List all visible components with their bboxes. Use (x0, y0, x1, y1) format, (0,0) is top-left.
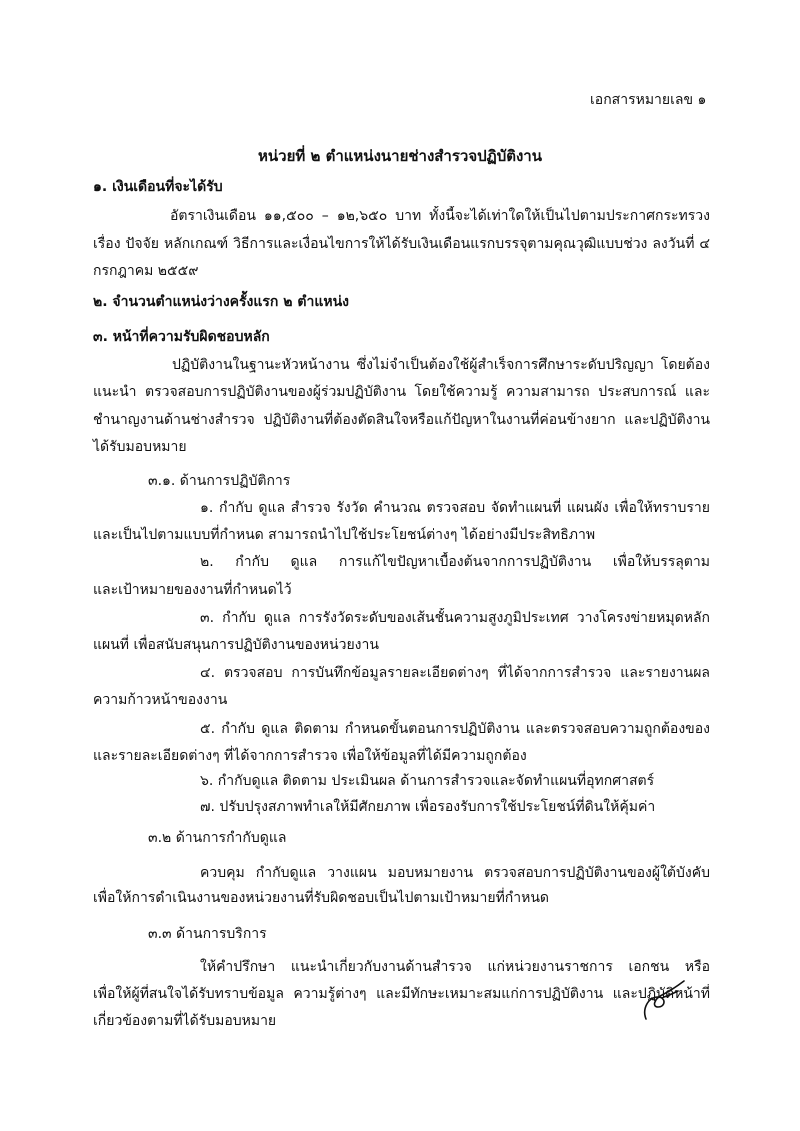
subsection-3-3-heading: ๓.๓ ด้านการบริการ (148, 926, 267, 942)
subsection-3-1-heading: ๓.๑. ด้านการปฏิบัติการ (148, 473, 291, 489)
signature-initials (640, 975, 690, 1025)
paragraph-line: เพื่อให้ผู้ที่สนใจได้รับทราบข้อมูล ความรู้ต่างๆ และมีทักษะเหมาะสมแก่การปฏิบัติงาน และปฏิบัติหน้าที่ (93, 986, 710, 1002)
paragraph-line: ให้คำปรึกษา แนะนำเกี่ยวกับงานด้านสำรวจ แก่หน่วยงานราชการ เอกชน หรือ (200, 959, 710, 975)
paragraph-line: เพื่อให้การดำเนินงานของหน่วยงานที่รับผิดชอบเป็นไปตามเป้าหมายที่กำหนด (93, 890, 550, 906)
paragraph-line: เรื่อง ปัจจัย หลักเกณฑ์ วิธีการและเงื่อนไขการให้ได้รับเงินเดือนแรกบรรจุตามคุณวุฒิแบบช่วง ลงวันที่ ๔ (93, 236, 710, 252)
list-item-line: และเป็นไปตามแบบที่กำหนด สามารถนำไปใช้ประโยชน์ต่างๆ ได้อย่างมีประสิทธิภาพ (93, 527, 596, 543)
paragraph-line: ปฏิบัติงานในฐานะหัวหน้างาน ซึ่งไม่จำเป็นต้องใช้ผู้สำเร็จการศึกษาระดับปริญญา โดยต้อง (172, 357, 710, 373)
paragraph-line: ควบคุม กำกับดูแล วางแผน มอบหมายงาน ตรวจสอบการปฏิบัติงานของผู้ใต้บังคับ (200, 865, 710, 881)
subsection-3-2-heading: ๓.๒ ด้านการกำกับดูแล (148, 830, 287, 846)
section1-heading: ๑. เงินเดือนที่จะได้รับ (93, 179, 223, 195)
list-item-line: ๗. ปรับปรุงสภาพทำเลให้มีศักยภาพ เพื่อรองรับการใช้ประโยชน์ที่ดินให้คุ้มค่า (200, 799, 656, 815)
paragraph-line: แนะนำ ตรวจสอบการปฏิบัติงานของผู้ร่วมปฏิบัติงาน โดยใช้ความรู้ ความสามารถ ประสบการณ์ และ (93, 384, 710, 400)
list-item-line: ความก้าวหน้าของงาน (93, 692, 228, 708)
list-item-line: ๓. กำกับ ดูแล การรังวัดระดับของเส้นชั้นความสูงภูมิประเทศ วางโครงข่ายหมุดหลัก (200, 610, 710, 626)
list-item-line: และรายละเอียดต่างๆ ที่ได้จากการสำรวจ เพื่อให้ข้อมูลที่ได้มีความถูกต้อง (93, 748, 527, 764)
list-item-line: ๔. ตรวจสอบ การบันทึกข้อมูลรายละเอียดต่างๆ ที่ได้จากการสำรวจ และรายงานผล (200, 665, 710, 681)
paragraph-line: กรกฎาคม ๒๕๕๙ (93, 263, 199, 279)
list-item-line: ๕. กำกับ ดูแล ติดตาม กำหนดขั้นตอนการปฏิบัติงาน และตรวจสอบความถูกต้องของ (200, 721, 710, 737)
list-item-line: แผนที่ เพื่อสนับสนุนการปฏิบัติงานของหน่วยงาน (93, 637, 379, 653)
section3-heading: ๓. หน้าที่ความรับผิดชอบหลัก (93, 329, 270, 345)
paragraph-line: เกี่ยวข้องตามที่ได้รับมอบหมาย (93, 1013, 277, 1029)
paragraph-line: อัตราเงินเดือน ๑๑,๕๐๐ – ๑๒,๖๕๐ บาท ทั้งนี้จะได้เท่าใดให้เป็นไปตามประกาศกระทรวง (170, 208, 710, 224)
document-number: เอกสารหมายเลข ๑ (590, 92, 707, 108)
list-item-line: ๒. กำกับ ดูแล การแก้ไขปัญหาเบื้องต้นจากการปฏิบัติงาน เพื่อให้บรรลุตาม (200, 554, 710, 570)
page-title: หน่วยที่ ๒ ตำแหน่งนายช่างสำรวจปฏิบัติงาน (258, 147, 542, 165)
paragraph-line: ได้รับมอบหมาย (93, 439, 187, 455)
paragraph-line: ชำนาญงานด้านช่างสำรวจ ปฏิบัติงานที่ต้องตัดสินใจหรือแก้ปัญหาในงานที่ค่อนข้างยาก และปฏิบัติงาน (93, 412, 710, 428)
list-item-line: และเป้าหมายของงานที่กำหนดไว้ (93, 582, 292, 598)
list-item-line: ๑. กำกับ ดูแล สำรวจ รังวัด คำนวณ ตรวจสอบ จัดทำแผนที่ แผนผัง เพื่อให้ทราบราย (200, 500, 710, 516)
section2-heading: ๒. จำนวนตำแหน่งว่างครั้งแรก ๒ ตำแหน่ง (93, 294, 349, 310)
list-item-line: ๖. กำกับดูแล ติดตาม ประเมินผล ด้านการสำรวจและจัดทำแผนที่อุทกศาสตร์ (200, 773, 655, 789)
